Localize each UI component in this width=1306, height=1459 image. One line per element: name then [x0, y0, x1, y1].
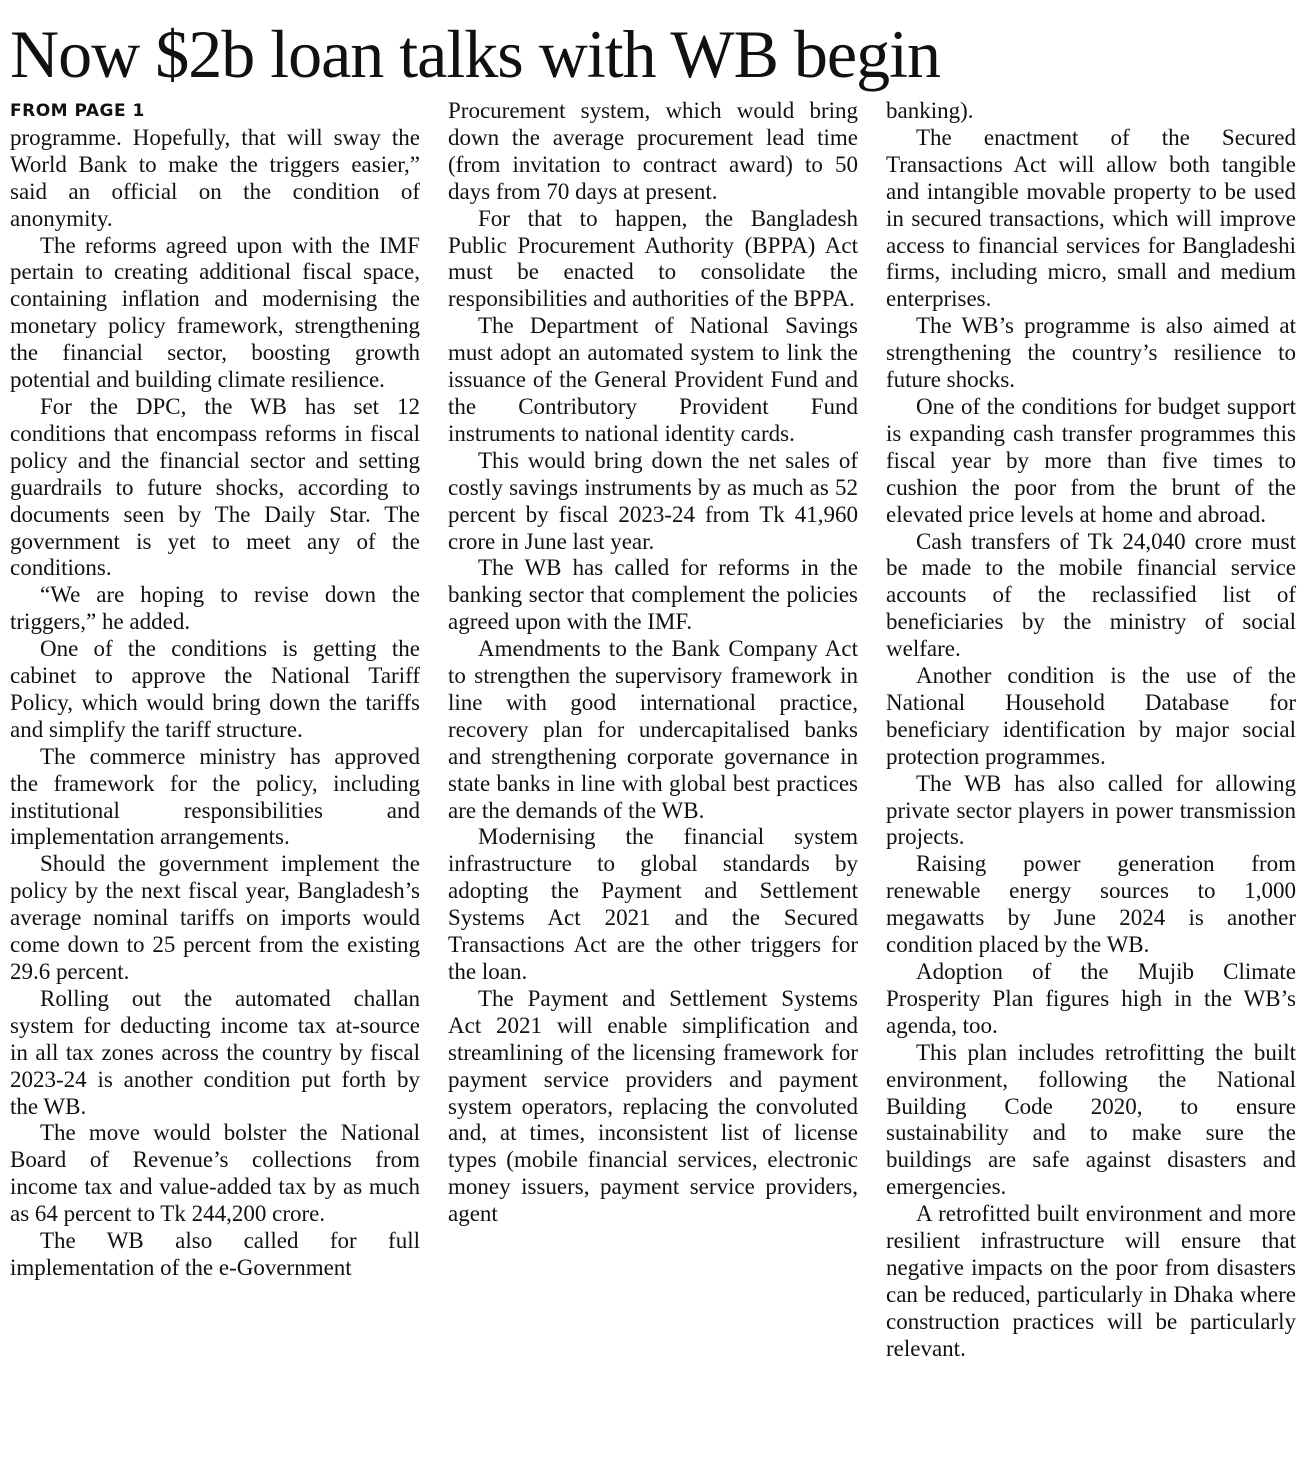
- column-lead-paragraph: Procurement system, which would bring down the average procurement lead time (from invitation to contract award) to 50 days from 70 days at present.: [448, 98, 858, 204]
- column-lead-paragraph: banking).: [886, 98, 974, 123]
- article-column-2: [448, 98, 858, 1228]
- paragraph: The reforms agreed upon with the IMF pertain to creating additional fiscal space, containing inflation and modernising the monetary policy framework, strengthening the financial sector, boosting growth potential and building climate resilience.: [10, 232, 420, 393]
- column-lead-paragraph: programme. Hopefully, that will sway the World Bank to make the triggers easier,” said an official on the condition of anonymity.: [10, 124, 420, 231]
- paragraph: Another condition is the use of the National Household Database for beneficiary identification by major social protection programmes.: [886, 663, 1296, 769]
- paragraph: “We are hoping to revise down the triggers,” he added.: [10, 582, 420, 635]
- paragraph: For the DPC, the WB has set 12 conditions that encompass reforms in fiscal policy and the financial sector and setting guardrails to future shocks, according to documents seen by The Daily Star. The government is yet to meet any of the conditions.: [10, 393, 420, 581]
- paragraph: For that to happen, the Bangladesh Public Procurement Authority (BPPA) Act must be enacted to consolidate the responsibilities and authorities of the BPPA.: [448, 205, 858, 312]
- paragraph: The WB also called for full implementation of the e-Government: [10, 1228, 420, 1280]
- headline: Now $2b loan talks with WB begin: [10, 16, 940, 92]
- paragraph: One of the conditions is getting the cabinet to approve the National Tariff Policy, which would bring down the tariffs and simplify the tariff structure.: [10, 636, 420, 742]
- paragraph: The WB has called for reforms in the banking sector that complement the policies agreed upon with the IMF.: [448, 555, 858, 635]
- paragraph: The Department of National Savings must adopt an automated system to link the issuance of the General Provident Fund and the Contributory Provident Fund instruments to national identity cards.: [448, 313, 858, 446]
- paragraph: Should the government implement the policy by the next fiscal year, Bangladesh’s average nominal tariffs on imports would come down to 25 percent from the existing 29.6 percent.: [10, 851, 420, 984]
- paragraph: Adoption of the Mujib Climate Prosperity Plan figures high in the WB’s agenda, too.: [886, 959, 1296, 1038]
- paragraph: One of the conditions for budget support is expanding cash transfer programmes this fiscal year by more than five times to cushion the poor from the brunt of the elevated price levels at home and abroad.: [886, 393, 1296, 527]
- paragraph: This plan includes retrofitting the built environment, following the National Building Code 2020, to ensure sustainability and to make sure the buildings are safe against disasters and emergencies.: [886, 1039, 1296, 1200]
- paragraph: A retrofitted built environment and more resilient infrastructure will ensure that negative impacts on the poor from disasters can be reduced, particularly in Dhaka where construction practices will be particularly relevant.: [886, 1201, 1296, 1361]
- continuation-label: FROM PAGE 1: [10, 101, 145, 121]
- paragraph: The enactment of the Secured Transactions Act will allow both tangible and intangible movable property to be used in secured transactions, which will improve access to financial services for Bangladeshi firms, including micro, small and medium enterprises.: [886, 124, 1296, 312]
- paragraph: The WB has also called for allowing private sector players in power transmission projects.: [886, 770, 1296, 850]
- paragraph: Rolling out the automated challan system for deducting income tax at-source in all tax zones across the country by fiscal 2023-24 is another condition put forth by the WB.: [10, 985, 420, 1119]
- paragraph: Amendments to the Bank Company Act to strengthen the supervisory framework in line with good international practice, recovery plan for undercapitalised banks and strengthening corporate governance in state banks in line with global best practices are the demands of the WB.: [448, 636, 858, 823]
- paragraph: The commerce ministry has approved the framework for the policy, including institutional responsibilities and implementation arrangements.: [10, 743, 420, 850]
- paragraph: Modernising the financial system infrastructure to global standards by adopting the Payment and Settlement Systems Act 2021 and the Secured Transactions Act are the other triggers for the loan.: [448, 824, 858, 984]
- article-column-3: [886, 98, 1296, 1363]
- article-column-1: [10, 98, 420, 1282]
- paragraph: The WB’s programme is also aimed at strengthening the country’s resilience to future shocks.: [886, 313, 1296, 393]
- paragraph: Raising power generation from renewable energy sources to 1,000 megawatts by June 2024 is another condition placed by the WB.: [886, 851, 1296, 958]
- paragraph: The move would bolster the National Board of Revenue’s collections from income tax and value-added tax by as much as 64 percent to Tk 244,200 crore.: [10, 1120, 420, 1227]
- paragraph: The Payment and Settlement Systems Act 2021 will enable simplification and streamlining of the licensing framework for payment service providers and payment system operators, replacing the convoluted and, at times, inconsistent list of license types (mobile financial services, electronic money issuers, payment service providers, agent: [448, 985, 858, 1227]
- paragraph: This would bring down the net sales of costly savings instruments by as much as 52 percent by fiscal 2023-24 from Tk 41,960 crore in June last year.: [448, 447, 858, 554]
- paragraph: Cash transfers of Tk 24,040 crore must be made to the mobile financial service accounts of the reclassified list of beneficiaries by the ministry of social welfare.: [886, 528, 1296, 662]
